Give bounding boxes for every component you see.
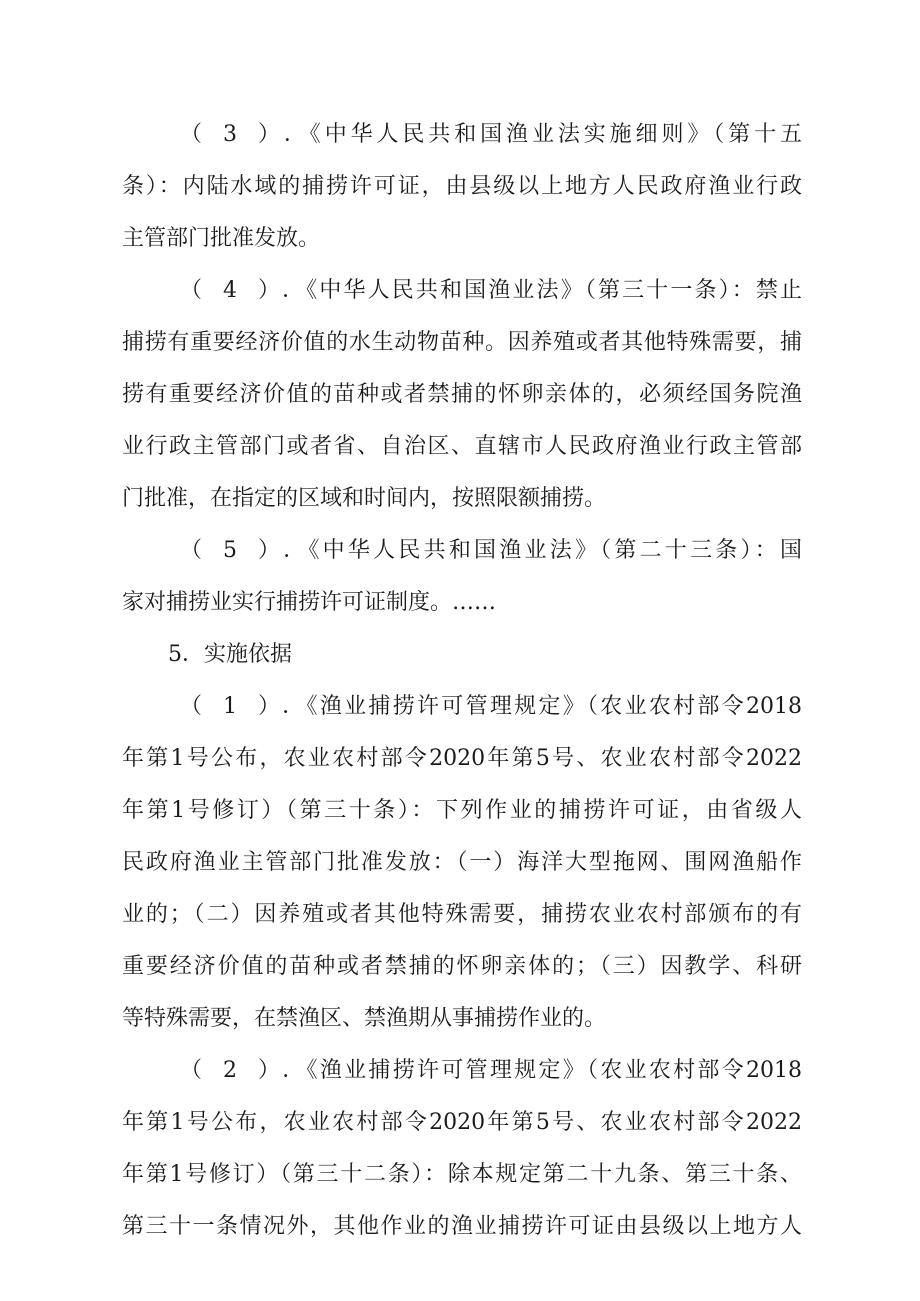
section-paragraph-2-line-4: 第三十一条情况外，其他作业的渔业捕捞许可证由县级以上地方人 <box>122 1214 802 1239</box>
paragraph-5-number: （5） <box>180 538 280 563</box>
section-paragraph-2-line-3: 年第1号修订）（第三十二条）：除本规定第二十九条、第三十条、 <box>122 1162 802 1187</box>
section-paragraph-1-line-4: 民政府渔业主管部门批准发放：（一）海洋大型拖网、围网渔船作 <box>122 850 802 875</box>
paragraph-4-line-2: 捕捞有重要经济价值的水生动物苗种。因养殖或者其他特殊需要，捕 <box>122 330 802 355</box>
paragraph-4-line-5: 门批准，在指定的区域和时间内，按照限额捕捞。 <box>122 486 607 511</box>
section-paragraph-2-number: （2） <box>180 1058 280 1083</box>
section-paragraph-2-line-2: 年第1号公布，农业农村部令2020年第5号、农业农村部令2022 <box>122 1110 802 1135</box>
paragraph-5-line-1: （5）．《中华人民共和国渔业法》（第二十三条）：国 <box>180 536 802 566</box>
paragraph-3-line-1: （3）．《中华人民共和国渔业法实施细则》（第十五 <box>180 120 802 150</box>
section-paragraph-1-line-1: （1）．《渔业捕捞许可管理规定》（农业农村部令2018 <box>180 692 802 722</box>
section-paragraph-1-number: （1） <box>180 694 280 719</box>
section-paragraph-1-line-6: 重要经济价值的苗种或者禁捕的怀卵亲体的；（三）因教学、科研 <box>122 954 802 979</box>
paragraph-4-line-1: （4）．《中华人民共和国渔业法》（第三十一条）：禁止 <box>180 276 802 306</box>
paragraph-4-line-3: 捞有重要经济价值的苗种或者禁捕的怀卵亲体的，必须经国务院渔 <box>122 382 802 407</box>
paragraph-3-number: （3） <box>180 122 280 147</box>
section-paragraph-1-line-5: 业的；（二）因养殖或者其他特殊需要，捕捞农业农村部颁布的有 <box>122 902 802 927</box>
section-paragraph-1-line-3: 年第1号修订）（第三十条）：下列作业的捕捞许可证，由省级人 <box>122 798 802 823</box>
section-paragraph-1-line-2: 年第1号公布，农业农村部令2020年第5号、农业农村部令2022 <box>122 746 802 771</box>
paragraph-3-line-2: 条）：内陆水域的捕捞许可证，由县级以上地方人民政府渔业行政 <box>122 174 802 199</box>
section-heading: 5．实施依据 <box>168 642 292 667</box>
paragraph-5-line-2: 家对捕捞业实行捕捞许可证制度。…… <box>122 590 497 615</box>
section-paragraph-2-line-1: （2）．《渔业捕捞许可管理规定》（农业农村部令2018 <box>180 1056 802 1086</box>
paragraph-4-line-4: 业行政主管部门或者省、自治区、直辖市人民政府渔业行政主管部 <box>122 434 802 459</box>
section-paragraph-1-line-7: 等特殊需要，在禁渔区、禁渔期从事捕捞作业的。 <box>122 1006 607 1031</box>
paragraph-4-number: （4） <box>180 278 280 303</box>
paragraph-3-line-3: 主管部门批准发放。 <box>122 226 321 251</box>
